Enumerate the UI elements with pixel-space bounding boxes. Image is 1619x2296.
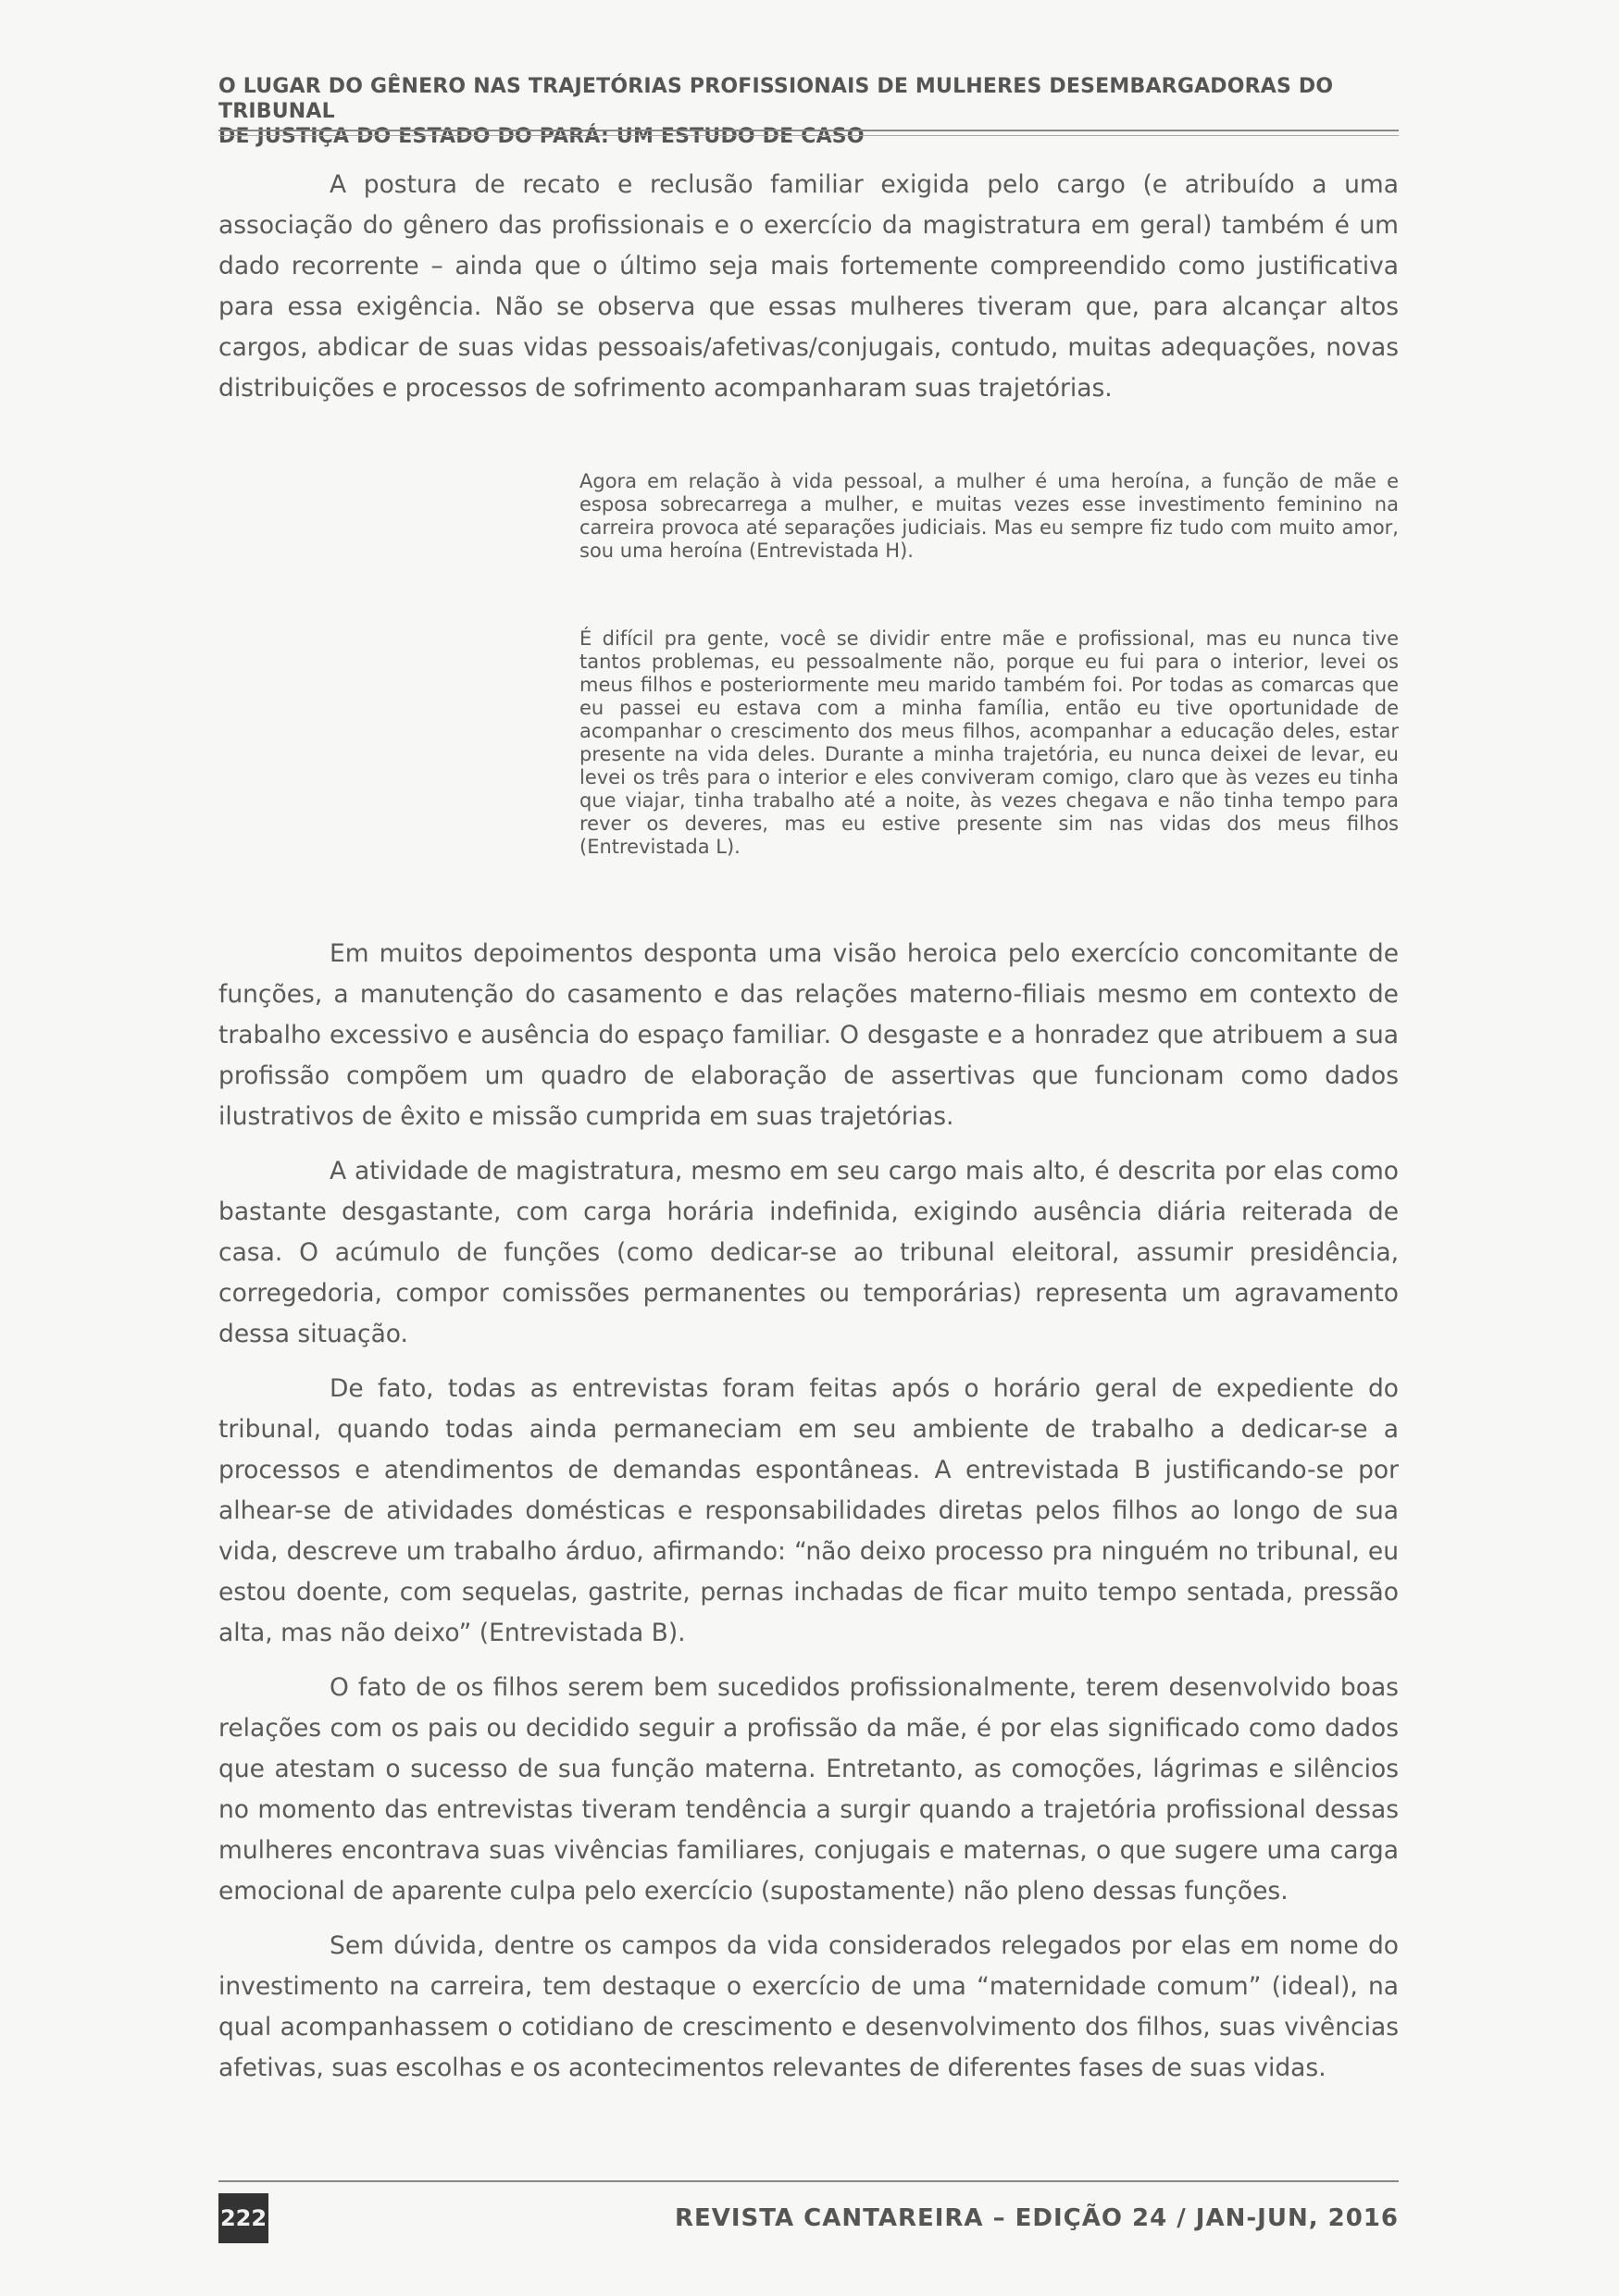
journal-footer: REVISTA CANTAREIRA – EDIÇÃO 24 / JAN-JUN, 2016: [674, 2204, 1399, 2232]
running-title: [218, 74, 1399, 149]
body-paragraph-3: A atividade de magistratura, mesmo em seu cargo mais alto, é descrita por elas como bastante desgastante, com carga horária indefinida, exigindo ausência diária reiterada de casa. O acúmulo de funções (como dedicar-se ao tribunal eleitoral, assumir presidência, corregedoria, compor comissões permanentes ou temporárias) representa um agravamento dessa situação.: [218, 1157, 1399, 1348]
footer-rule: [218, 2180, 1399, 2182]
body-paragraph-1-block: [218, 165, 1399, 409]
header-rule-top: [218, 130, 1399, 131]
body-paragraph-5: O fato de os filhos serem bem sucedidos profissionalmente, terem desenvolvido boas relações com os pais ou decidido seguir a profissão da mãe, é por elas significado como dados que atestam o sucesso de sua função materna. Entretanto, as comoções, lágrimas e silêncios no momento das entrevistas tiveram tendência a surgir quando a trajetória profissional dessas mulheres encontrava suas vivências familiares, conjugais e maternas, o que sugere uma carga emocional de aparente culpa pelo exercício (supostamente) não pleno dessas funções.: [218, 1673, 1399, 1905]
running-title-line-1: O LUGAR DO GÊNERO NAS TRAJETÓRIAS PROFISSIONAIS DE MULHERES DESEMBARGADORAS DO TRIBUNAL: [218, 75, 1334, 123]
block-quote-2: É difícil pra gente, você se dividir entre mãe e profissional, mas eu nunca tive tantos problemas, eu pessoalmente não, porque eu fui para o interior, levei os meus filhos e posteriormente meu marido também foi. Por todas as comarcas que eu passei eu estava com a minha família, então eu tive oportunidade de acompanhar o crescimento dos meus filhos, acompanhar a educação deles, estar presente na vida deles. Durante a minha trajetória, eu nunca deixei de levar, eu levei os três para o interior e eles conviveram comigo, claro que às vezes eu tinha que viajar, tinha trabalho até a noite, às vezes chegava e não tinha tempo para rever os deveres, mas eu estive presente sim nas vidas dos meus filhos (Entrevistada L).: [579, 627, 1399, 858]
body-text-block: [218, 934, 1399, 2089]
body-paragraph-2: Em muitos depoimentos desponta uma visão heroica pelo exercício concomitante de funções, a manutenção do casamento e das relações materno-filiais mesmo em contexto de trabalho excessivo e ausência do espaço familiar. O desgaste e a honradez que atribuem a sua profissão compõem um quadro de elaboração de assertivas que funcionam como dados ilustrativos de êxito e missão cumprida em suas trajetórias.: [218, 939, 1399, 1131]
running-title-line-2: DE JUSTIÇA DO ESTADO DO PARÁ: UM ESTUDO DE CASO: [218, 125, 865, 148]
page-number-badge: 222: [218, 2193, 268, 2243]
body-paragraph-6: Sem dúvida, dentre os campos da vida considerados relegados por elas em nome do investimento na carreira, tem destaque o exercício de uma “maternidade comum” (ideal), na qual acompanhassem o cotidiano de crescimento e desenvolvimento dos filhos, suas vivências afetivas, suas escolhas e os acontecimentos relevantes de diferentes fases de suas vidas.: [218, 1931, 1399, 2082]
body-paragraph-4: De fato, todas as entrevistas foram feitas após o horário geral de expediente do tribunal, quando todas ainda permaneciam em seu ambiente de trabalho a dedicar-se a processos e atendimentos de demandas espontâneas. A entrevistada B justificando-se por alhear-se de atividades domésticas e responsabilidades diretas pelos filhos ao longo de sua vida, descreve um trabalho árduo, afirmando: “não deixo processo pra ninguém no tribunal, eu estou doente, com sequelas, gastrite, pernas inchadas de ficar muito tempo sentada, pressão alta, mas não deixo” (Entrevistada B).: [218, 1374, 1399, 1647]
header-rule-bottom: [218, 135, 1399, 136]
block-quote-1: Agora em relação à vida pessoal, a mulher é uma heroína, a função de mãe e esposa sobrecarrega a mulher, e muitas vezes esse investimento feminino na carreira provoca até separações judiciais. Mas eu sempre fiz tudo com muito amor, sou uma heroína (Entrevistada H).: [579, 470, 1399, 562]
body-paragraph-1: A postura de recato e reclusão familiar exigida pelo cargo (e atribuído a uma associação do gênero das profissionais e o exercício da magistratura em geral) também é um dado recorrente – ainda que o último seja mais fortemente compreendido como justificativa para essa exigência. Não se observa que essas mulheres tiveram que, para alcançar altos cargos, abdicar de suas vidas pessoais/afetivas/conjugais, contudo, muitas adequações, novas distribuições e processos de sofrimento acompanharam suas trajetórias.: [218, 170, 1399, 403]
